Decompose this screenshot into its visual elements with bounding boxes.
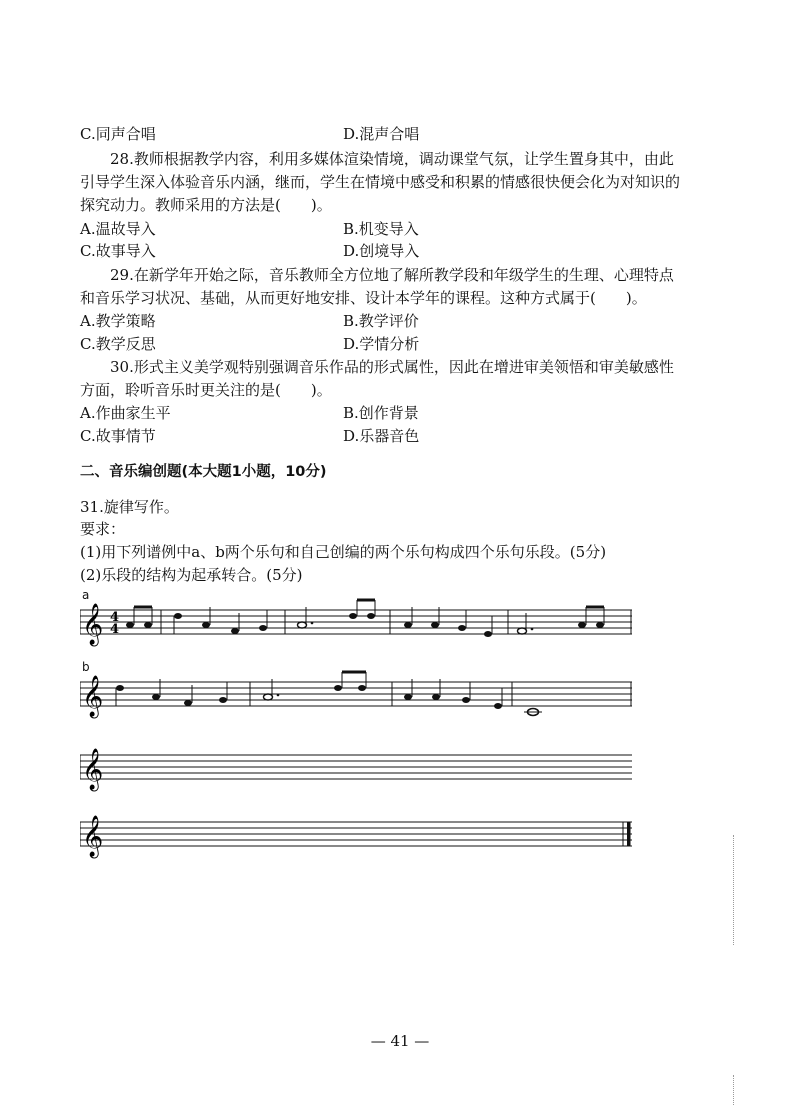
note — [126, 622, 134, 628]
q28-option-c: C.故事导入 — [80, 242, 156, 260]
time-signature-top: 4 — [110, 610, 120, 625]
note — [202, 622, 210, 628]
staff-a-svg — [80, 590, 632, 650]
note — [404, 622, 412, 628]
page-number: — 41 — — [370, 1032, 430, 1050]
q29-option-d: D.学情分析 — [343, 335, 420, 353]
q30-option-a: A.作曲家生平 — [80, 404, 171, 422]
q28-option-d: D.创境导入 — [343, 242, 420, 260]
note — [264, 694, 273, 700]
final-barline — [627, 822, 631, 846]
note — [231, 628, 239, 634]
note — [518, 628, 527, 634]
treble-clef-icon: 𝄞 — [82, 676, 104, 717]
time-signature-bottom: 4 — [110, 622, 120, 637]
note — [152, 694, 160, 700]
note — [458, 625, 466, 631]
q27-option-c: C.同声合唱 — [80, 125, 156, 143]
q29-stem: 29.在新学年开始之际，音乐教师全方位地了解所教学段和年级学生的生理、心理特点和音乐学习状况、基础，从而更好地安排、设计本学年的课程。这种方式属于( )。 — [80, 266, 674, 307]
note — [358, 685, 366, 691]
q30-option-c: C.故事情节 — [80, 427, 156, 445]
blank-staff-4[interactable] — [80, 802, 632, 862]
scan-edge-mark — [733, 1075, 736, 1105]
note — [219, 697, 227, 703]
note — [116, 685, 124, 691]
scan-edge-mark — [733, 835, 736, 945]
note — [298, 622, 307, 628]
phrase-a-label: a — [82, 588, 90, 602]
q29-option-a: A.教学策略 — [80, 312, 156, 330]
note — [484, 631, 492, 637]
phrase-b-label: b — [82, 660, 90, 674]
note — [432, 694, 440, 700]
treble-clef-icon: 𝄞 — [82, 749, 104, 790]
note — [596, 622, 604, 628]
q30-option-d: D.乐器音色 — [343, 427, 420, 445]
q30-option-b: B.创作背景 — [343, 404, 419, 422]
blank-staff-3-svg — [80, 735, 632, 795]
note — [431, 622, 439, 628]
note — [404, 694, 412, 700]
q31-requirement-1: (1)用下列谱例中a、b两个乐句和自己创编的两个乐句构成四个乐句乐段。(5分) — [80, 543, 607, 561]
q28-stem: 28.教师根据教学内容，利用多媒体渲染情境，调动课堂气氛，让学生置身其中，由此引导学生深入体验音乐内涵，继而，学生在情境中感受和积累的情感很快便会化为对知识的探究动力。教师采用的方法是( )。 — [80, 150, 681, 214]
note — [462, 697, 470, 703]
q29-option-c: C.教学反思 — [80, 335, 156, 353]
note — [184, 700, 192, 706]
note — [349, 613, 357, 619]
q29-option-b: B.教学评价 — [343, 312, 419, 330]
treble-clef-icon: 𝄞 — [82, 604, 104, 645]
treble-clef-icon: 𝄞 — [82, 816, 104, 857]
section-title: 二、音乐编创题(本大题1小题，10分) — [80, 464, 327, 480]
staff-phrase-b — [80, 662, 632, 722]
note — [494, 703, 502, 709]
note — [144, 622, 152, 628]
q31-title: 31.旋律写作。 — [80, 498, 179, 516]
staff-phrase-a — [80, 590, 632, 650]
q28-option-b: B.机变导入 — [343, 220, 419, 238]
note — [367, 613, 375, 619]
q28-option-a: A.温故导入 — [80, 220, 156, 238]
q31-requirement-label: 要求： — [80, 520, 126, 538]
phrase-a-notes — [126, 600, 604, 637]
blank-staff-3[interactable] — [80, 735, 632, 795]
blank-staff-4-svg — [80, 802, 632, 862]
note — [334, 685, 342, 691]
staff-b-svg — [80, 662, 632, 722]
note — [578, 622, 586, 628]
note — [259, 625, 267, 631]
note — [174, 613, 182, 619]
q27-option-d: D.混声合唱 — [343, 125, 420, 143]
q30-stem: 30.形式主义美学观特别强调音乐作品的形式属性，因此在增进审美领悟和审美敏感性方面，聆听音乐时更关注的是( )。 — [80, 358, 674, 399]
q31-requirement-2: (2)乐段的结构为起承转合。(5分) — [80, 566, 303, 584]
